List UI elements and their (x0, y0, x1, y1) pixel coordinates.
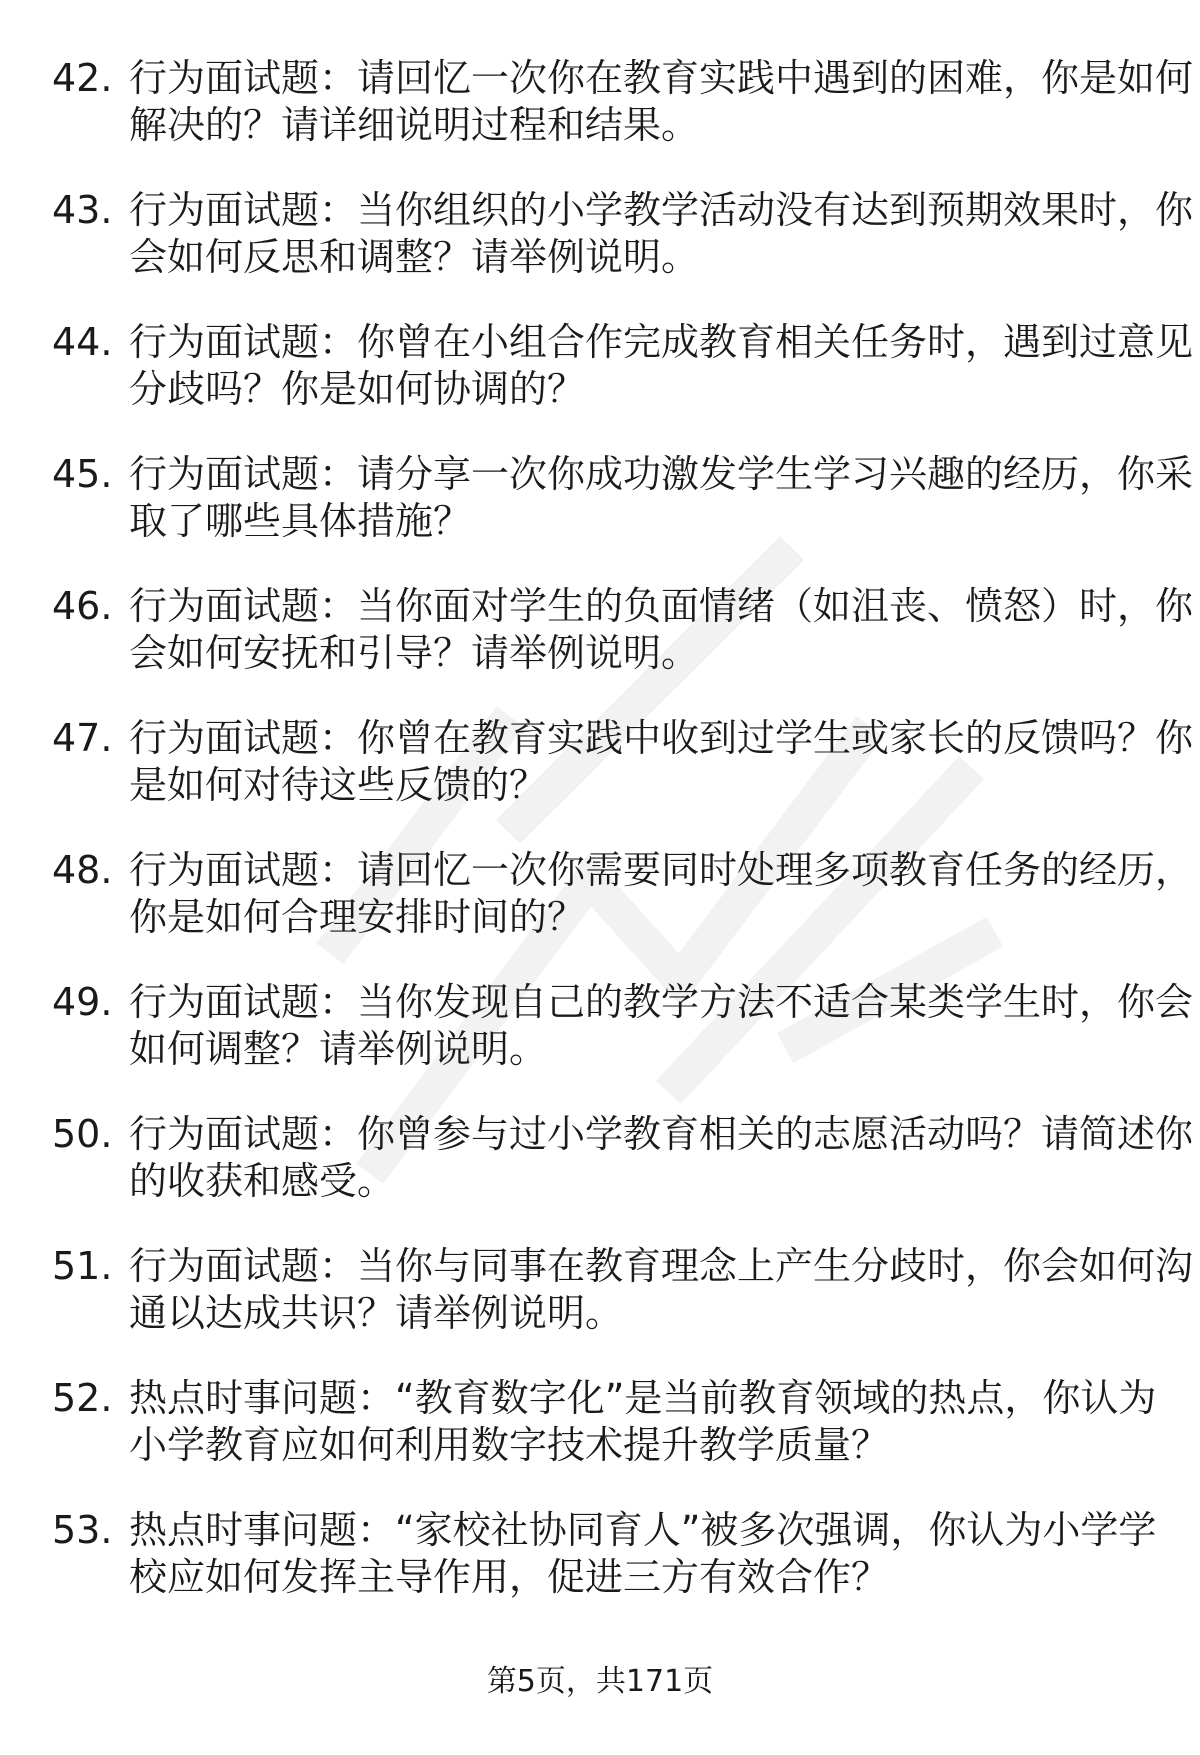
question-text (129, 583, 1194, 677)
question-line: 校应如何发挥主导作用，促进三方有效合作？ (129, 1555, 890, 1599)
question-line: 小学教育应如何利用数字技术提升教学质量？ (129, 1423, 890, 1467)
question-line: 热点时事问题：“家校社协同育人”被多次强调，你认为小学学 (129, 1508, 1157, 1552)
question-number: 46. (52, 584, 113, 628)
question-number: 43. (52, 188, 113, 232)
question-number: 53. (52, 1508, 113, 1552)
question-number: 51. (52, 1244, 113, 1288)
question-number: 44. (52, 320, 113, 364)
question-line: 会如何安抚和引导？请举例说明。 (129, 631, 700, 675)
question-line: 如何调整？请举例说明。 (129, 1027, 548, 1071)
question-text (129, 451, 1194, 545)
question-number: 42. (52, 56, 113, 100)
question-line: 行为面试题：当你面对学生的负面情绪（如沮丧、愤怒）时，你 (129, 584, 1194, 628)
question-text (129, 715, 1194, 809)
question-text (129, 187, 1194, 281)
question-text (129, 979, 1194, 1073)
question-line: 分歧吗？你是如何协调的？ (129, 367, 586, 411)
question-text (129, 847, 1194, 941)
question-line: 行为面试题：请回忆一次你需要同时处理多项教育任务的经历， (129, 848, 1194, 892)
question-number: 45. (52, 452, 113, 496)
question-line: 行为面试题：当你发现自己的教学方法不适合某类学生时，你会 (129, 980, 1194, 1024)
question-line: 取了哪些具体措施？ (129, 499, 472, 543)
question-line: 行为面试题：请分享一次你成功激发学生学习兴趣的经历，你采 (129, 452, 1194, 496)
page-footer: 第5页，共171页 (486, 1664, 714, 1699)
question-line: 通以达成共识？请举例说明。 (129, 1291, 624, 1335)
question-line: 的收获和感受。 (129, 1159, 396, 1203)
question-number: 50. (52, 1112, 113, 1156)
question-number: 47. (52, 716, 113, 760)
question-number: 49. (52, 980, 113, 1024)
question-line: 行为面试题：你曾在教育实践中收到过学生或家长的反馈吗？你 (129, 716, 1194, 760)
question-text (129, 1507, 1157, 1601)
question-line: 行为面试题：当你组织的小学教学活动没有达到预期效果时，你 (129, 188, 1194, 232)
question-line: 解决的？请详细说明过程和结果。 (129, 103, 700, 147)
question-text (129, 319, 1194, 413)
question-line: 你是如何合理安排时间的？ (129, 895, 586, 939)
question-line: 热点时事问题：“教育数字化”是当前教育领域的热点，你认为 (129, 1376, 1157, 1420)
question-line: 行为面试题：请回忆一次你在教育实践中遇到的困难，你是如何 (129, 56, 1194, 100)
question-line: 会如何反思和调整？请举例说明。 (129, 235, 700, 279)
question-text (129, 1243, 1194, 1337)
question-number: 48. (52, 848, 113, 892)
question-line: 行为面试题：你曾在小组合作完成教育相关任务时，遇到过意见 (129, 320, 1194, 364)
question-line: 行为面试题：你曾参与过小学教育相关的志愿活动吗？请简述你 (129, 1112, 1194, 1156)
question-line: 是如何对待这些反馈的？ (129, 763, 548, 807)
question-text (129, 1111, 1194, 1205)
question-text (129, 55, 1194, 149)
question-number: 52. (52, 1376, 113, 1420)
question-text (129, 1375, 1157, 1469)
question-line: 行为面试题：当你与同事在教育理念上产生分歧时，你会如何沟 (129, 1244, 1194, 1288)
